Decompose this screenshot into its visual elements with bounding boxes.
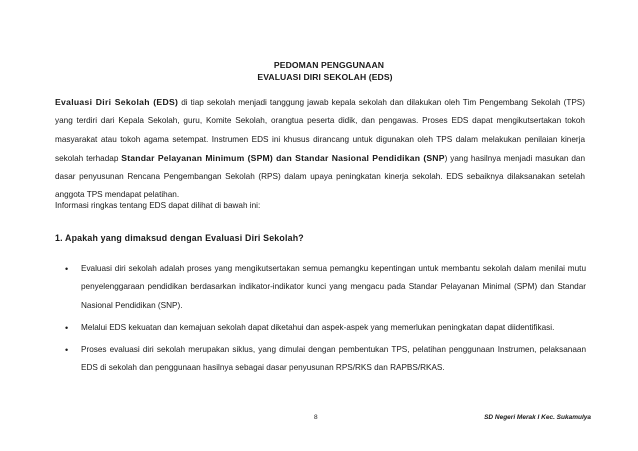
bullet-item bbox=[63, 341, 586, 378]
bullet-text: Proses evaluasi diri sekolah merupakan siklus, yang dimulai dengan pembentukan TPS, pelatihan penggunaan Instrumen, pelaksanaan EDS di sekolah dan penggunaan hasilnya sebagai dasar penyusunan RPS/RKS dan RAPBS/RKAS. bbox=[81, 345, 586, 373]
intro-paragraph bbox=[55, 93, 585, 205]
intro-bold-lead: Evaluasi Diri Sekolah (EDS) bbox=[55, 97, 179, 107]
document-title-line-1: PEDOMAN PENGGUNAAN bbox=[273, 60, 385, 70]
bullet-dot-icon: • bbox=[65, 322, 69, 333]
bullet-list bbox=[63, 260, 586, 382]
bullet-item bbox=[63, 319, 586, 337]
bullet-dot-icon: • bbox=[65, 264, 69, 274]
intro-text-b: ) yang hasilnya menjadi masukan dan dasar penyusunan Rencana Pengembangan Sekolah (RPS) dalam upaya peningkatan kinerja sekolah. EDS sebaiknya dilaksanakan setelah anggota TPS mendapat pelatihan. bbox=[55, 153, 586, 200]
page-number: 8 bbox=[314, 414, 318, 421]
bullet-text: Melalui EDS kekuatan dan kemajuan sekolah dapat diketahui dan aspek-aspek yang memerlukan peningkatan dapat diidentifikasi. bbox=[81, 322, 555, 332]
intro-bold-standard: Standar Pelayanan Minimum (SPM) dan Standar Nasional Pendidikan (SNP bbox=[121, 152, 445, 163]
bullet-text: Evaluasi diri sekolah adalah proses yang mengikutsertakan semua pemangku kepentingan untuk membantu sekolah dalam menilai mutu penyelenggaraan pendidikan berdasarkan indikator-indikator kunci yang mengacu pada Standar Pelayanan Minimal (SPM) dan Standar Nasional Pendidikan (SNP). bbox=[81, 264, 586, 310]
bullet-item bbox=[63, 260, 586, 315]
section-heading: 1. Apakah yang dimaksud dengan Evaluasi Diri Sekolah? bbox=[55, 233, 304, 243]
intro-text-a: di tiap sekolah menjadi tanggung jawab kepala sekolah dan dilakukan oleh Tim Pengembang Sekolah (TPS) yang terdiri dari Kepala Sekolah, guru, Komite Sekolah, orangtua peserta didik, dan pengawas. Proses EDS dapat mengikutsertakan tokoh masyarakat atau tokoh agama setempat. Instrumen EDS ini khusus dirancang untuk digunakan oleh TPS dalam melakukan penilaian kinerja sekolah terhadap bbox=[55, 98, 585, 163]
bullet-dot-icon: • bbox=[65, 345, 69, 356]
footer-school-name: SD Negeri Merak I Kec. Sukamulya bbox=[484, 414, 591, 421]
document-title-line-2: EVALUASI DIRI SEKOLAH (EDS) bbox=[257, 72, 393, 82]
info-line: Informasi ringkas tentang EDS dapat dilihat di bawah ini: bbox=[55, 201, 261, 210]
